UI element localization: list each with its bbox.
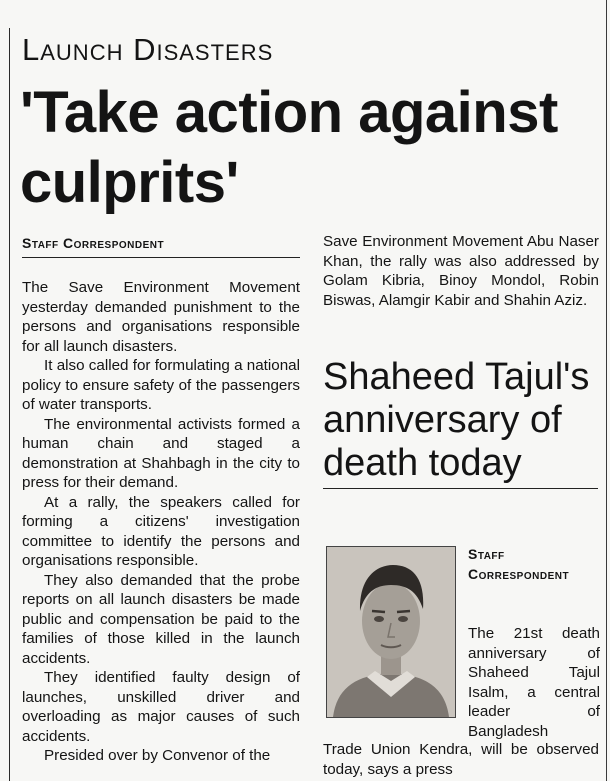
main-article-body bbox=[22, 278, 300, 766]
column-rule-left bbox=[9, 28, 10, 781]
main-byline: Staff Correspondent bbox=[22, 235, 300, 258]
section-label: Launch Disasters bbox=[22, 32, 274, 67]
article-paragraph: At a rally, the speakers called for forming a citizens' investigation committee to identify the persons and organisations responsible. bbox=[22, 493, 300, 569]
article-paragraph: Trade Union Kendra, will be observed today, says a press bbox=[323, 741, 599, 778]
article-paragraph: Presided over by Convenor of the bbox=[44, 747, 271, 764]
article-paragraph: The environmental activists formed a human chain and staged a demonstration at Shahbagh in the city to press for their demand. bbox=[22, 415, 300, 491]
article-paragraph: They identified faulty design of launches, unskilled driver and overloading as major causes of such accidents. bbox=[22, 669, 300, 745]
main-article-continuation bbox=[323, 232, 599, 310]
column-rule-right bbox=[606, 0, 607, 781]
main-headline: 'Take action against culprits' bbox=[20, 80, 558, 215]
article-paragraph: It also called for formulating a national policy to ensure safety of the passengers of water transports. bbox=[22, 357, 300, 413]
second-byline: Staff Correspondent bbox=[468, 546, 570, 582]
article-paragraph: They also demanded that the probe reports on all launch disasters be made public and compensation be paid to the families of those killed in the launch accidents. bbox=[22, 571, 300, 667]
portrait-photo bbox=[326, 546, 456, 718]
second-article-body bbox=[468, 624, 600, 741]
second-headline: Shaheed Tajul's anniversary of death today bbox=[323, 356, 598, 489]
second-article-body-continuation bbox=[323, 740, 599, 779]
article-paragraph: The Save Environment Movement yesterday demanded punishment to the persons and organisations responsible for all launch disasters. bbox=[22, 279, 300, 355]
portrait-photo-icon bbox=[327, 547, 455, 717]
article-paragraph: Save Environment Movement Abu Naser Khan, the rally was also addressed by Golam Kibria, Binoy Mondol, Robin Biswas, Alamgir Kabir and Shahin Aziz. bbox=[323, 233, 599, 309]
article-paragraph: The 21st death anniversary of Shaheed Tajul Isalm, a central leader of Bangladesh bbox=[468, 625, 600, 740]
